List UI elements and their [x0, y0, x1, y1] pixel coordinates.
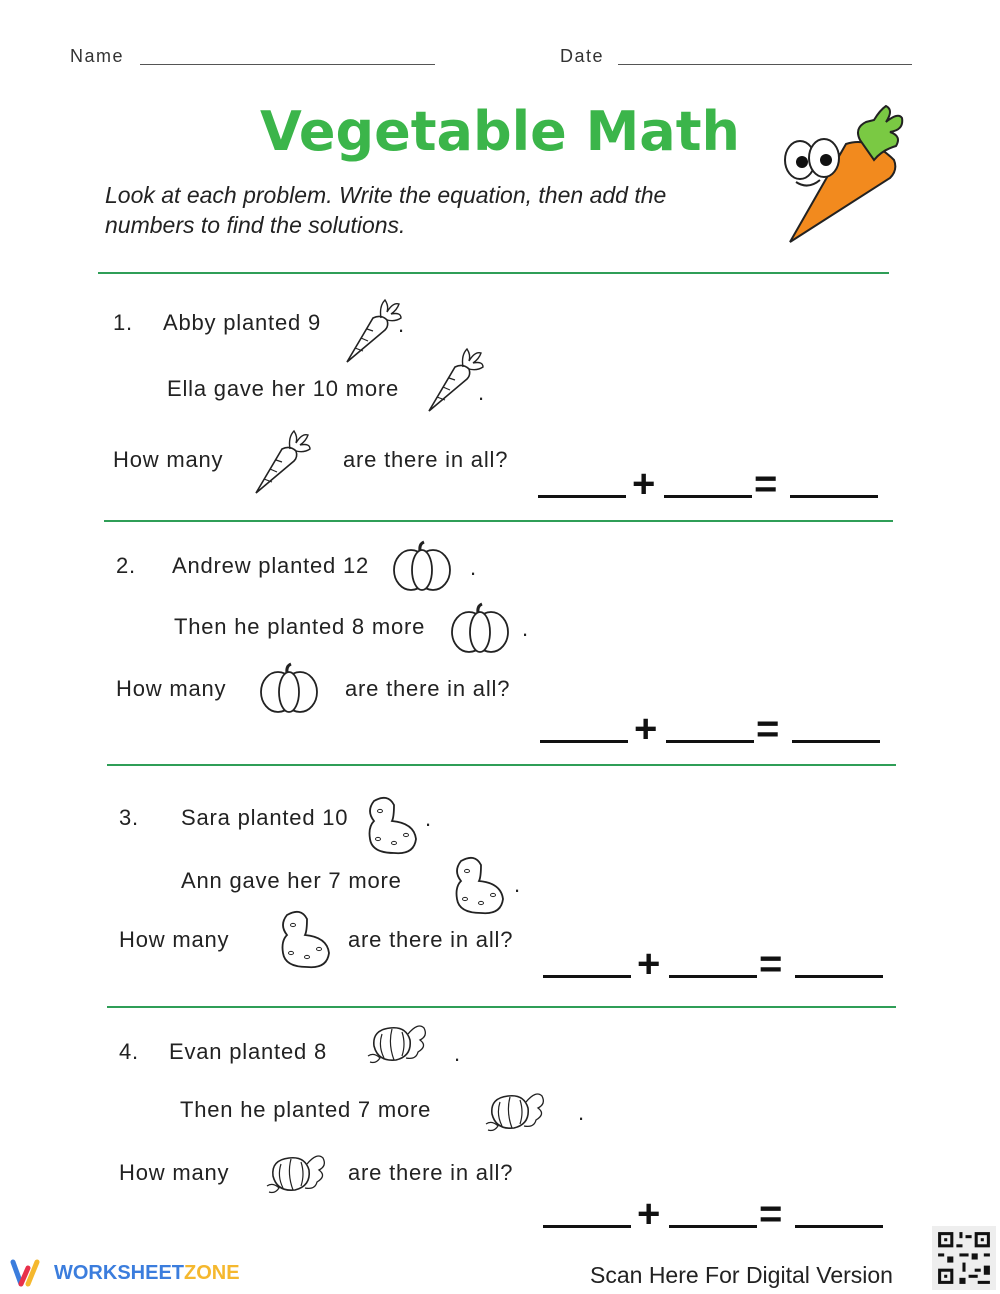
addend-blank[interactable]	[664, 495, 752, 498]
problem-line3-start: How many	[116, 676, 227, 701]
pumpkin-icon	[258, 662, 320, 714]
addend-blank[interactable]	[543, 1225, 631, 1228]
equation-answer[interactable]	[540, 707, 882, 751]
carrot-icon	[251, 427, 313, 497]
addend-blank[interactable]	[540, 740, 628, 743]
plus-sign: +	[637, 942, 661, 986]
problem-number: 3.	[119, 805, 139, 830]
date-field[interactable]	[618, 64, 912, 65]
cabbage-icon	[484, 1088, 548, 1136]
problem-line3-end: are there in all?	[348, 1160, 514, 1185]
carrot-icon	[342, 296, 404, 366]
problem-line2: Then he planted 8 more	[174, 614, 426, 639]
potato-icon	[451, 855, 507, 917]
equals-sign: =	[759, 1192, 783, 1236]
plus-sign: +	[637, 1192, 661, 1236]
name-field[interactable]	[140, 64, 435, 65]
problem-line3-start: How many	[119, 927, 230, 952]
equals-sign: =	[754, 462, 778, 506]
plus-sign: +	[634, 707, 658, 751]
instructions: Look at each problem. Write the equation, then add the numbers to find the solutions.	[105, 182, 667, 238]
brand-name-zone: ZONE	[184, 1261, 240, 1284]
problem-line3-end: are there in all?	[343, 447, 509, 472]
carrot-mascot-icon	[778, 100, 910, 248]
equation-answer[interactable]	[543, 1192, 885, 1236]
period: .	[470, 555, 477, 580]
problem-line3-start: How many	[119, 1160, 230, 1185]
sum-blank[interactable]	[790, 495, 878, 498]
addend-blank[interactable]	[666, 740, 754, 743]
problem-line1: Sara planted 10	[181, 805, 349, 830]
worksheetzone-logo[interactable]	[10, 1258, 240, 1288]
worksheetzone-logo-icon	[10, 1258, 48, 1288]
problem-number: 1.	[113, 310, 133, 335]
scan-text: Scan Here For Digital Version	[590, 1262, 893, 1288]
divider	[107, 764, 896, 766]
sum-blank[interactable]	[795, 1225, 883, 1228]
divider	[107, 1006, 896, 1008]
date-label: Date	[560, 46, 605, 66]
addend-blank[interactable]	[538, 495, 626, 498]
cabbage-icon	[366, 1020, 430, 1068]
cabbage-icon	[265, 1150, 329, 1198]
potato-icon	[277, 909, 333, 971]
problem-number: 4.	[119, 1039, 139, 1064]
equation-answer[interactable]	[538, 462, 880, 506]
period: .	[522, 616, 529, 641]
equation-answer[interactable]	[543, 942, 885, 986]
sum-blank[interactable]	[792, 740, 880, 743]
problem-line3-start: How many	[113, 447, 224, 472]
sum-blank[interactable]	[795, 975, 883, 978]
addend-blank[interactable]	[543, 975, 631, 978]
page-title: Vegetable Math	[259, 100, 740, 163]
brand-name: WORKSHEET	[54, 1261, 184, 1284]
problem-line1: Abby planted 9	[163, 310, 321, 335]
addend-blank[interactable]	[669, 1225, 757, 1228]
problem-line2: Ella gave her 10 more	[167, 376, 400, 401]
period: .	[425, 806, 432, 831]
problem-line2: Then he planted 7 more	[180, 1097, 432, 1122]
period: .	[398, 312, 405, 337]
potato-icon	[364, 795, 420, 857]
problem-line1: Andrew planted 12	[172, 553, 370, 578]
divider	[98, 272, 889, 274]
period: .	[478, 380, 485, 405]
period: .	[578, 1100, 585, 1125]
problem-line3-end: are there in all?	[348, 927, 514, 952]
addend-blank[interactable]	[669, 975, 757, 978]
problem-number: 2.	[116, 553, 136, 578]
plus-sign: +	[632, 462, 656, 506]
name-label: Name	[70, 46, 125, 66]
divider	[104, 520, 893, 522]
qr-code-icon[interactable]	[932, 1226, 996, 1290]
pumpkin-icon	[449, 602, 511, 654]
problem-line1: Evan planted 8	[169, 1039, 327, 1064]
problem-line2: Ann gave her 7 more	[181, 868, 402, 893]
equals-sign: =	[759, 942, 783, 986]
problem-line3-end: are there in all?	[345, 676, 511, 701]
pumpkin-icon	[391, 540, 453, 592]
equals-sign: =	[756, 707, 780, 751]
period: .	[514, 872, 521, 897]
carrot-icon	[424, 345, 486, 415]
period: .	[454, 1041, 461, 1066]
